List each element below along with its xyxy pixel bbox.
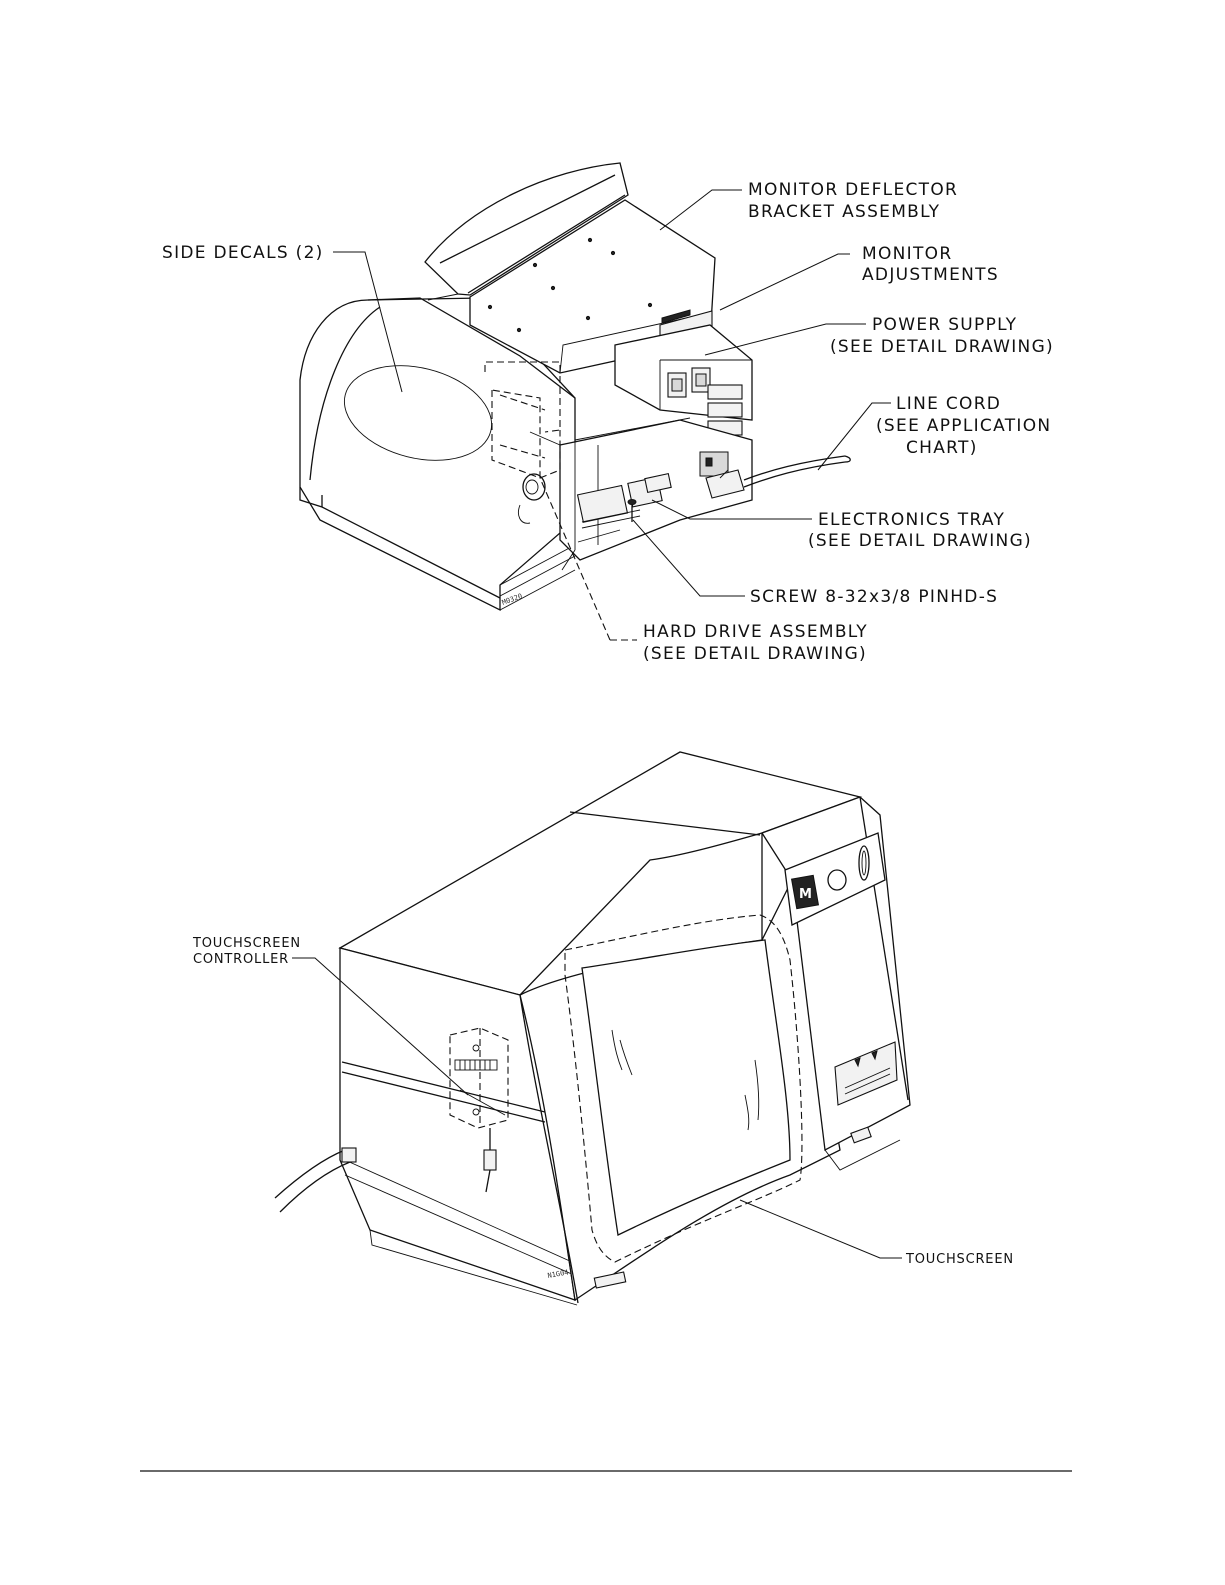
label-electronics-tray-2: (SEE DETAIL DRAWING): [808, 531, 1032, 551]
label-power-supply-1: POWER SUPPLY: [872, 315, 1018, 335]
label-line-cord-1: LINE CORD: [896, 394, 1002, 414]
crt-screen[interactable]: [582, 940, 790, 1235]
label-touchscreen: TOUCHSCREEN: [906, 1252, 1014, 1267]
label-monitor-adjustments-2: ADJUSTMENTS: [862, 265, 999, 285]
label-monitor-adjustments-1: MONITOR: [862, 244, 953, 264]
label-touchscreen-controller-1: TOUCHSCREEN: [193, 936, 301, 951]
label-power-supply-2: (SEE DETAIL DRAWING): [830, 337, 1054, 357]
bottom-drawing-stamp: N1G04: [546, 1268, 570, 1280]
bottom-front-diagram: [192, 752, 1014, 1305]
top-drawing-stamp: M0320: [500, 592, 524, 607]
label-line-cord-2: (SEE APPLICATION: [876, 416, 1052, 436]
top-exploded-diagram: [162, 163, 1054, 664]
label-touchscreen-controller-2: CONTROLLER: [193, 952, 289, 967]
label-hard-drive-2: (SEE DETAIL DRAWING): [643, 644, 867, 664]
label-screw: SCREW 8-32x3/8 PINHD-S: [750, 587, 999, 607]
rear-power-cord: [275, 1148, 356, 1212]
label-electronics-tray-1: ELECTRONICS TRAY: [818, 510, 1006, 530]
brand-logo-text: M: [799, 887, 813, 902]
label-monitor-deflector-2: BRACKET ASSEMBLY: [748, 202, 941, 222]
label-side-decals: SIDE DECALS (2): [162, 243, 324, 263]
power-supply-unit: [615, 325, 752, 435]
label-hard-drive-1: HARD DRIVE ASSEMBLY: [643, 622, 868, 642]
label-monitor-deflector-1: MONITOR DEFLECTOR: [748, 180, 959, 200]
label-line-cord-3: CHART): [906, 438, 978, 458]
